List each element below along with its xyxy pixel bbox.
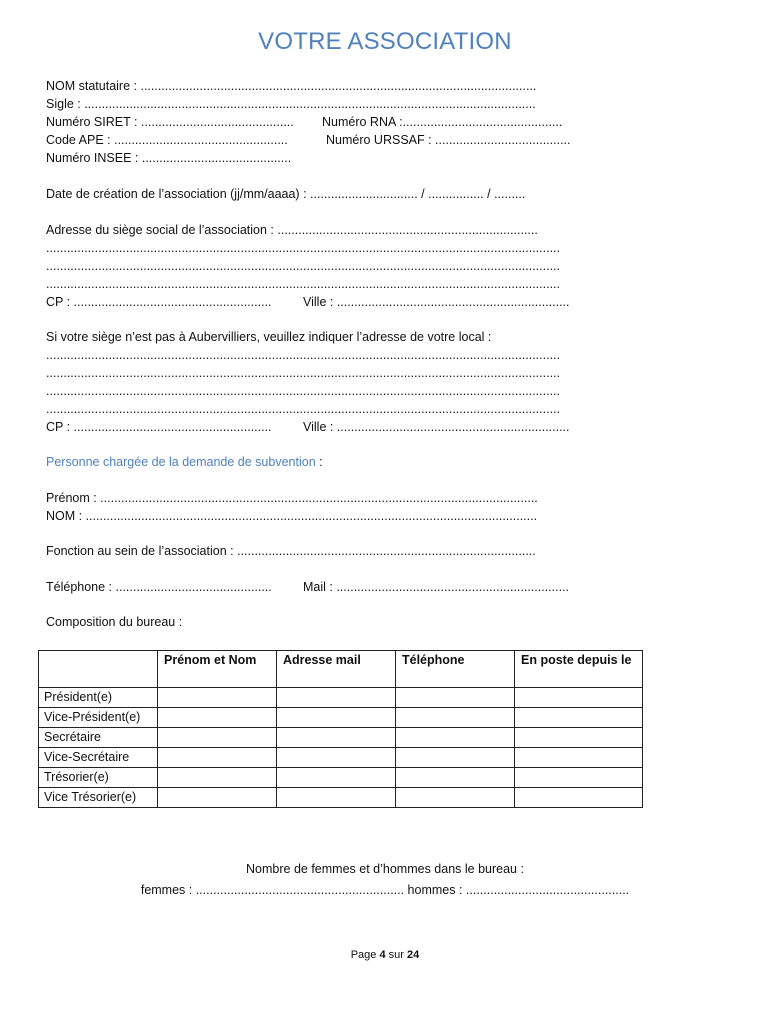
table-header-cell [39, 651, 158, 688]
table-header-cell: Adresse mail [277, 651, 396, 688]
table-cell[interactable] [158, 708, 277, 728]
nom-statutaire-field[interactable]: NOM statutaire : .................................................................................................................. [46, 79, 537, 93]
local-address-line[interactable]: .................................................................................................................................................... [46, 366, 560, 380]
table-cell[interactable] [158, 688, 277, 708]
fonction-field[interactable]: Fonction au sein de l’association : ...................................................................................... [46, 544, 536, 558]
page-number: 4 [379, 949, 386, 961]
table-cell[interactable] [515, 768, 643, 788]
siege-address-field[interactable]: Adresse du siège social de l’association : ........................................................................... [46, 223, 538, 237]
table-cell[interactable] [396, 728, 515, 748]
bureau-table [38, 650, 643, 808]
table-cell[interactable] [277, 768, 396, 788]
urssaf-field[interactable]: Numéro URSSAF : ....................................... [326, 133, 571, 147]
contact-heading-colon: : [315, 455, 323, 469]
page-total: 24 [407, 949, 420, 961]
sigle-field[interactable]: Sigle : .................................................................................................................................. [46, 97, 536, 111]
table-cell[interactable] [515, 688, 643, 708]
row-label: Trésorier(e) [39, 768, 158, 788]
local-ville-field[interactable]: Ville : ................................................................... [303, 420, 570, 434]
telephone-field[interactable]: Téléphone : ............................................. [46, 580, 272, 594]
table-header-cell: Téléphone [396, 651, 515, 688]
table-cell[interactable] [158, 728, 277, 748]
table-row [39, 688, 643, 708]
gender-count-field[interactable]: femmes : ............................................................ hommes : ............................................... [140, 883, 630, 897]
table-cell[interactable] [515, 728, 643, 748]
composition-label: Composition du bureau : [46, 615, 183, 629]
table-cell[interactable] [396, 748, 515, 768]
page-title: VOTRE ASSOCIATION [258, 28, 512, 55]
page-footer [0, 949, 770, 961]
table-cell[interactable] [396, 688, 515, 708]
siege-ville-field[interactable]: Ville : ................................................................... [303, 295, 570, 309]
contact-heading-text: Personne chargée de la demande de subvention [46, 455, 316, 469]
ape-field[interactable]: Code APE : .................................................. [46, 133, 288, 147]
page-sur: sur [388, 949, 404, 961]
local-address-line[interactable]: .................................................................................................................................................... [46, 402, 560, 416]
table-cell[interactable] [515, 708, 643, 728]
local-address-line[interactable]: .................................................................................................................................................... [46, 384, 560, 398]
insee-field[interactable]: Numéro INSEE : ........................................... [46, 151, 292, 165]
table-row [39, 728, 643, 748]
local-address-line[interactable]: .................................................................................................................................................... [46, 348, 560, 362]
table-cell[interactable] [277, 728, 396, 748]
table-cell[interactable] [277, 748, 396, 768]
table-cell[interactable] [396, 708, 515, 728]
table-cell[interactable] [158, 788, 277, 808]
table-header-cell: En poste depuis le [515, 651, 643, 688]
row-label: Vice-Secrétaire [39, 748, 158, 768]
table-cell[interactable] [277, 788, 396, 808]
table-header-row [39, 651, 643, 688]
table-cell[interactable] [158, 768, 277, 788]
prenom-field[interactable]: Prénom : .............................................................................................................................. [46, 491, 538, 505]
contact-heading [46, 454, 594, 471]
table-cell[interactable] [396, 788, 515, 808]
table-cell[interactable] [277, 688, 396, 708]
siege-address-line[interactable]: .................................................................................................................................................... [46, 259, 560, 273]
page-word: Page [350, 949, 377, 961]
table-cell[interactable] [158, 748, 277, 768]
table-cell[interactable] [396, 768, 515, 788]
siege-address-line[interactable]: .................................................................................................................................................... [46, 241, 560, 255]
siege-cp-field[interactable]: CP : ......................................................... [46, 295, 272, 309]
nom-field[interactable]: NOM : .................................................................................................................................. [46, 509, 538, 523]
gender-label: Nombre de femmes et d’hommes dans le bureau : [246, 862, 524, 876]
table-row [39, 748, 643, 768]
row-label: Président(e) [39, 688, 158, 708]
row-label: Vice-Président(e) [39, 708, 158, 728]
rna-field[interactable]: Numéro RNA :.............................................. [322, 115, 563, 129]
row-label: Vice Trésorier(e) [39, 788, 158, 808]
local-cp-field[interactable]: CP : ......................................................... [46, 420, 272, 434]
table-row [39, 708, 643, 728]
siege-address-line[interactable]: .................................................................................................................................................... [46, 277, 560, 291]
row-label: Secrétaire [39, 728, 158, 748]
table-cell[interactable] [515, 788, 643, 808]
table-row [39, 768, 643, 788]
local-address-label: Si votre siège n’est pas à Aubervilliers, veuillez indiquer l’adresse de votre local : [46, 330, 492, 344]
table-row [39, 788, 643, 808]
date-creation-field[interactable]: Date de création de l’association (jj/mm/aaaa) : ............................... / ................ / ......... [46, 187, 526, 201]
mail-field[interactable]: Mail : ................................................................... [303, 580, 570, 594]
table-header-cell: Prénom et Nom [158, 651, 277, 688]
table-cell[interactable] [277, 708, 396, 728]
siret-field[interactable]: Numéro SIRET : ............................................ [46, 115, 294, 129]
table-cell[interactable] [515, 748, 643, 768]
